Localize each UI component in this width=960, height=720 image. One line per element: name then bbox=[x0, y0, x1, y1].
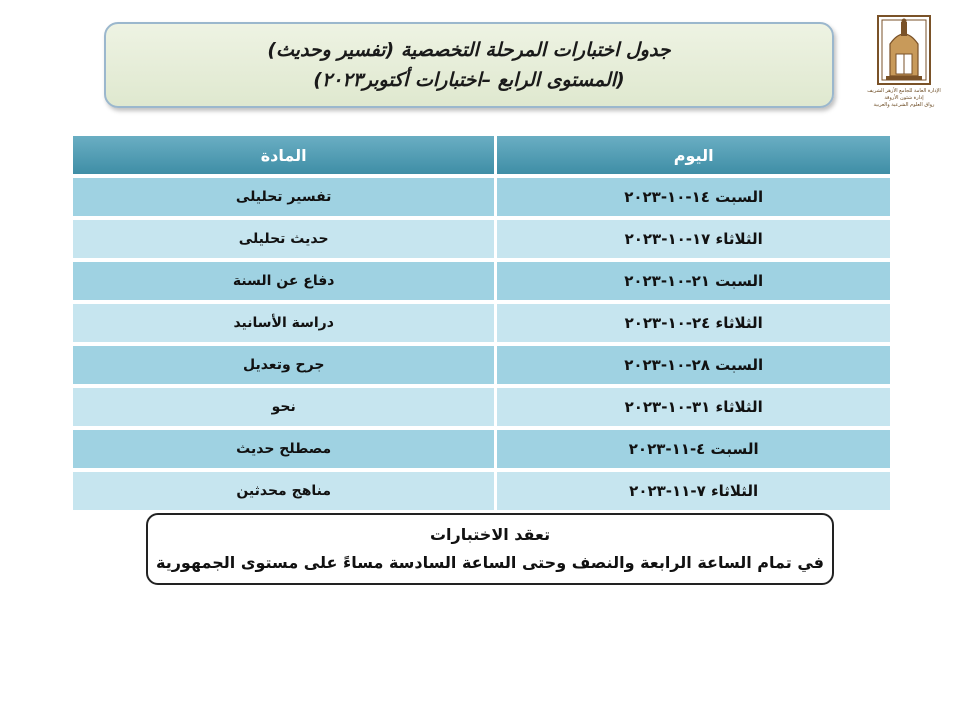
table-header-row bbox=[73, 136, 890, 178]
table-row bbox=[73, 178, 890, 220]
subject-cell: نحو bbox=[73, 388, 494, 430]
subject-cell: دراسة الأسانيد bbox=[73, 304, 494, 346]
table-row bbox=[73, 220, 890, 262]
logo-caption: الإدارة العامة للجامع الأزهر الشريف إدارة شئون الأروقة رواق العلوم الشرعية والعربية bbox=[867, 88, 941, 108]
day-cell: الثلاثاء ٣١-١٠-٢٠٢٣ bbox=[494, 388, 890, 430]
azhar-emblem-icon bbox=[876, 14, 932, 86]
table-row bbox=[73, 430, 890, 472]
day-cell: الثلاثاء ٧-١١-٢٠٢٣ bbox=[494, 472, 890, 514]
subject-cell: دفاع عن السنة bbox=[73, 262, 494, 304]
note-heading: تعقد الاختبارات bbox=[429, 525, 551, 544]
note-detail: في تمام الساعة الرابعة والنصف وحتى الساعة السادسة مساءً على مستوى الجمهورية bbox=[155, 553, 825, 572]
exam-time-note bbox=[146, 513, 834, 585]
table-row bbox=[73, 388, 890, 430]
day-cell: السبت ١٤-١٠-٢٠٢٣ bbox=[494, 178, 890, 220]
institution-logo bbox=[858, 14, 950, 126]
title-banner bbox=[104, 22, 834, 108]
table-row bbox=[73, 262, 890, 304]
day-cell: الثلاثاء ٢٤-١٠-٢٠٢٣ bbox=[494, 304, 890, 346]
subject-cell: مناهج محدثين bbox=[73, 472, 494, 514]
day-cell: السبت ٤-١١-٢٠٢٣ bbox=[494, 430, 890, 472]
day-cell: الثلاثاء ١٧-١٠-٢٠٢٣ bbox=[494, 220, 890, 262]
title-line-1: جدول اختبارات المرحلة التخصصية (تفسير وحديث) bbox=[267, 39, 671, 61]
day-cell: السبت ٢٨-١٠-٢٠٢٣ bbox=[494, 346, 890, 388]
subject-cell: حديث تحليلى bbox=[73, 220, 494, 262]
subject-cell: تفسير تحليلى bbox=[73, 178, 494, 220]
header-subject: المادة bbox=[73, 136, 494, 178]
table-row bbox=[73, 472, 890, 514]
day-cell: السبت ٢١-١٠-٢٠٢٣ bbox=[494, 262, 890, 304]
subject-cell: جرح وتعديل bbox=[73, 346, 494, 388]
subject-cell: مصطلح حديث bbox=[73, 430, 494, 472]
header-day: اليوم bbox=[494, 136, 890, 178]
table-row bbox=[73, 346, 890, 388]
table-row bbox=[73, 304, 890, 346]
title-line-2: (المستوى الرابع –اختبارات أكتوبر٢٠٢٣) bbox=[313, 69, 625, 91]
exam-schedule-table bbox=[70, 136, 890, 514]
